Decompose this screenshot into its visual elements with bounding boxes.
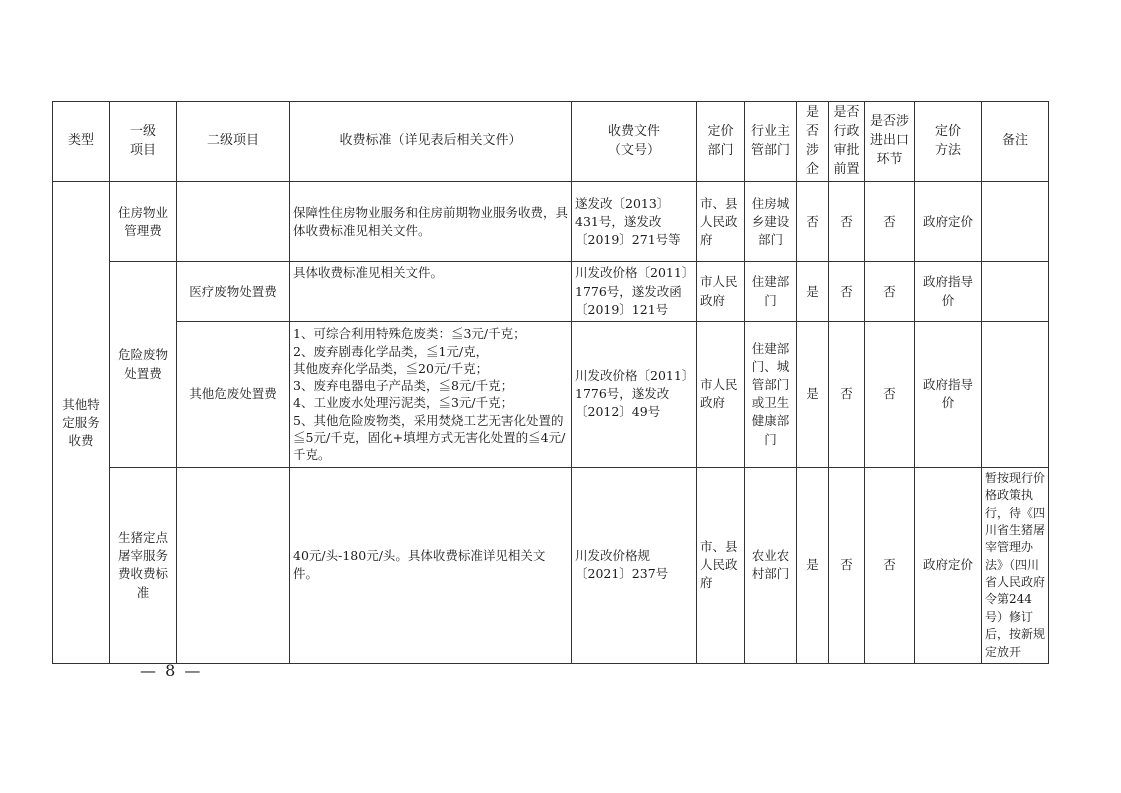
industry-dept-cell: 住建部门、城管部门或卫生健康部门: [745, 321, 797, 467]
table-row: [53, 467, 1049, 663]
enterprise-cell: 否: [797, 182, 829, 262]
doc-cell: 遂发改〔2013〕431号，遂发改〔2019〕271号等: [572, 182, 697, 262]
header-method: 定价 方法: [915, 102, 982, 182]
table-header-row: [53, 102, 1049, 182]
header-doc: 收费文件 （文号）: [572, 102, 697, 182]
remark-cell: 暂按现行价格政策执行，待《四川省生猪屠宰管理办法》（四川省人民政府令第244号）修订后，按新规定放开: [982, 467, 1049, 663]
method-cell: 政府指导价: [915, 321, 982, 467]
method-cell: 政府指导价: [915, 262, 982, 321]
header-level2: 二级项目: [177, 102, 290, 182]
level1-cell: 危险废物 处置费: [110, 262, 177, 467]
level2-cell: 其他危废处置费: [177, 321, 290, 467]
import-export-cell: 否: [865, 467, 915, 663]
standard-cell: 1、可综合利用特殊危废类：≦3元/千克； 2、废弃剧毒化学品类，≦1元/克， 其他废弃化学品类，≦20元/千克； 3、废弃电器电子产品类，≦8元/千克； 4、工业废水处理污泥类，≦3元/千克； 5、其他危险废物类，采用焚烧工艺无害化处置的≦5元/千克，固化+填埋方式无害化处置的≦4元/千克。: [290, 321, 572, 467]
import-export-cell: 否: [865, 262, 915, 321]
header-import-export: 是否涉 进出口 环节: [865, 102, 915, 182]
header-standard: 收费标准（详见表后相关文件）: [290, 102, 572, 182]
enterprise-cell: 是: [797, 321, 829, 467]
pricing-dept-cell: 市、县人民政府: [697, 182, 745, 262]
header-industry-dept: 行业主 管部门: [745, 102, 797, 182]
table-row: [53, 262, 1049, 321]
fee-table-sheet: [52, 101, 1049, 664]
header-level1: 一级 项目: [110, 102, 177, 182]
table-row: [53, 182, 1049, 262]
header-type: 类型: [53, 102, 110, 182]
remark-cell: [982, 321, 1049, 467]
standard-cell: 保障性住房物业服务和住房前期物业服务收费，具体收费标准见相关文件。: [290, 182, 572, 262]
approval-cell: 否: [829, 182, 865, 262]
level1-cell: 生猪定点 屠宰服务 费收费标 准: [110, 467, 177, 663]
approval-cell: 否: [829, 467, 865, 663]
header-approval: 是否 行政 审批 前置: [829, 102, 865, 182]
pricing-dept-cell: 市、县人民政府: [697, 467, 745, 663]
remark-cell: [982, 182, 1049, 262]
import-export-cell: 否: [865, 182, 915, 262]
category-cell: 其他特 定服务 收费: [53, 182, 110, 664]
approval-cell: 否: [829, 321, 865, 467]
header-enterprise: 是否 涉企: [797, 102, 829, 182]
level2-cell: 医疗废物处置费: [177, 262, 290, 321]
table-row: [53, 321, 1049, 467]
doc-cell: 川发改价格规〔2021〕237号: [572, 467, 697, 663]
standard-cell: 具体收费标准见相关文件。: [290, 262, 572, 321]
doc-cell: 川发改价格〔2011〕1776号，遂发改〔2012〕49号: [572, 321, 697, 467]
fee-table: [52, 101, 1049, 664]
pricing-dept-cell: 市人民政府: [697, 321, 745, 467]
remark-cell: [982, 262, 1049, 321]
level1-cell: 住房物业 管理费: [110, 182, 177, 262]
industry-dept-cell: 住房城乡建设部门: [745, 182, 797, 262]
method-cell: 政府定价: [915, 182, 982, 262]
header-remark: 备注: [982, 102, 1049, 182]
level2-cell: [177, 467, 290, 663]
industry-dept-cell: 住建部门: [745, 262, 797, 321]
approval-cell: 否: [829, 262, 865, 321]
pricing-dept-cell: 市人民政府: [697, 262, 745, 321]
enterprise-cell: 是: [797, 467, 829, 663]
standard-cell: 40元/头-180元/头。具体收费标准详见相关文件。: [290, 467, 572, 663]
header-pricing-dept: 定价 部门: [697, 102, 745, 182]
enterprise-cell: 是: [797, 262, 829, 321]
industry-dept-cell: 农业农村部门: [745, 467, 797, 663]
page-number: — 8 —: [140, 661, 203, 680]
import-export-cell: 否: [865, 321, 915, 467]
method-cell: 政府定价: [915, 467, 982, 663]
doc-cell: 川发改价格〔2011〕1776号，遂发改函〔2019〕121号: [572, 262, 697, 321]
level2-cell: [177, 182, 290, 262]
